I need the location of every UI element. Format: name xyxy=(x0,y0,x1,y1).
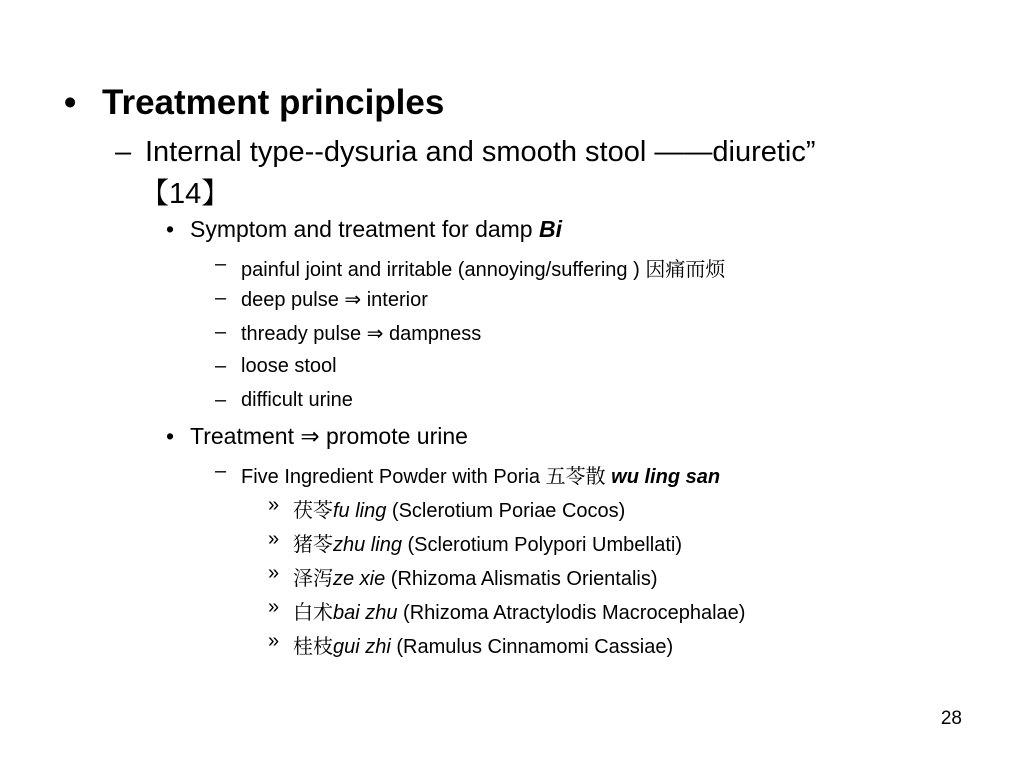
herb-marker: » xyxy=(268,562,280,584)
herb-pinyin: fu ling xyxy=(333,500,387,522)
herb-label xyxy=(293,494,625,523)
herb-pinyin: bai zhu xyxy=(333,602,398,624)
list-item-dash: – xyxy=(215,389,227,411)
herb-latin: (Sclerotium Poriae Cocos) xyxy=(386,500,626,522)
symptom-bullet: • xyxy=(166,216,175,242)
herb-label xyxy=(293,596,745,625)
subheading-text: Internal type--dysuria and smooth stool ——diuretic” xyxy=(145,136,816,168)
subheading-dash: – xyxy=(115,136,132,168)
herb-latin: (Rhizoma Atractylodis Macrocephalae) xyxy=(397,602,746,624)
symptom-text: Symptom and treatment for damp xyxy=(190,216,539,242)
heading-bullet: • xyxy=(64,83,77,122)
herb-chinese: 白术 xyxy=(293,600,333,624)
herb-chinese: 猪苓 xyxy=(293,532,333,556)
herb-latin: (Sclerotium Polypori Umbellati) xyxy=(401,534,683,556)
herb-pinyin: ze xie xyxy=(333,568,386,590)
herb-marker: » xyxy=(268,596,280,618)
herb-label xyxy=(293,630,673,659)
list-item-text: thready pulse ⇒ dampness xyxy=(241,323,482,345)
symptom-label xyxy=(190,216,562,243)
symptom-emph: Bi xyxy=(539,216,562,242)
list-item-dash: – xyxy=(215,321,227,343)
herb-pinyin: gui zhi xyxy=(333,636,391,658)
herb-latin: (Ramulus Cinnamomi Cassiae) xyxy=(390,636,674,658)
treatment-text: Treatment ⇒ promote urine xyxy=(190,423,468,449)
page-number: 28 xyxy=(940,708,962,729)
list-item-dash: – xyxy=(215,355,227,377)
list-item-dash: – xyxy=(215,253,227,275)
list-item-text: loose stool xyxy=(241,355,337,377)
formula-text: Five Ingredient Powder with Poria 五苓散 xyxy=(241,466,612,488)
subheading-ref-text: 【14】 xyxy=(140,178,231,210)
herb-pinyin: zhu ling xyxy=(333,534,402,556)
herb-marker: » xyxy=(268,630,280,652)
herb-chinese: 茯苓 xyxy=(293,498,333,522)
herb-latin: (Rhizoma Alismatis Orientalis) xyxy=(385,568,658,590)
treatment-bullet: • xyxy=(166,423,175,449)
subheading-ref xyxy=(140,171,230,212)
herb-label xyxy=(293,528,682,557)
heading-text: Treatment principles xyxy=(102,83,445,122)
list-item-text: painful joint and irritable (annoying/suffering ) 因痛而烦 xyxy=(241,259,726,281)
herb-chinese: 泽泻 xyxy=(293,566,333,590)
herb-marker: » xyxy=(268,494,280,516)
formula-label xyxy=(241,460,720,489)
herb-marker: » xyxy=(268,528,280,550)
list-item-text: deep pulse ⇒ interior xyxy=(241,289,428,311)
formula-pinyin: wu ling san xyxy=(611,466,721,488)
herb-chinese: 桂枝 xyxy=(293,634,333,658)
list-item-text: difficult urine xyxy=(241,389,353,411)
formula-dash: – xyxy=(215,460,227,482)
herb-label xyxy=(293,562,658,591)
list-item-dash: – xyxy=(215,287,227,309)
